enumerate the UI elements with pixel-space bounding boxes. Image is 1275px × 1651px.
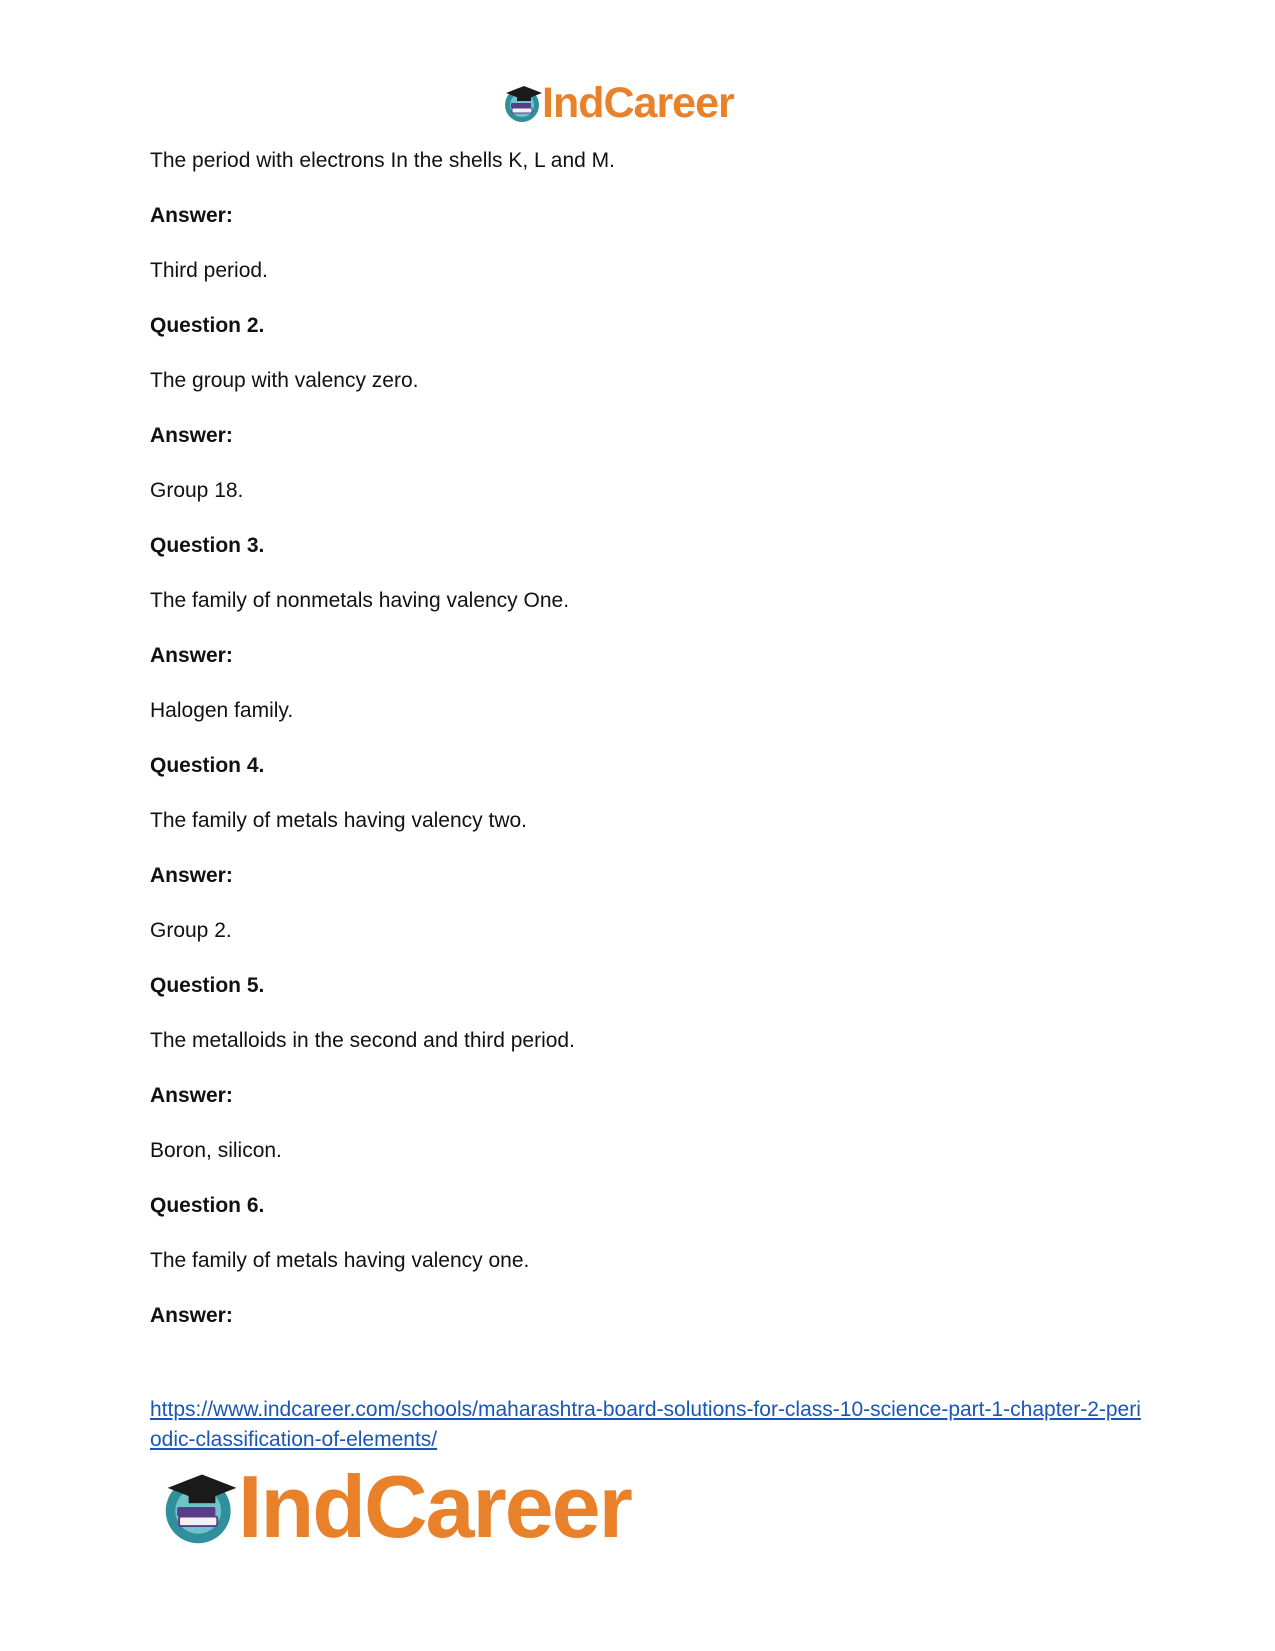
text-line: Group 2. [150, 919, 232, 942]
graduation-cap-globe-icon [502, 81, 546, 125]
text-line: Boron, silicon. [150, 1139, 282, 1162]
brand-logo-text: IndCareer [542, 78, 734, 127]
graduation-cap-globe-icon [160, 1465, 244, 1549]
source-url-link[interactable]: https://www.indcareer.com/schools/maharashtra-board-solutions-for-class-10-science-part-1-chapter-2-periodic-classification-of-elements/ [150, 1398, 1141, 1451]
bold-line: Question 6. [150, 1194, 265, 1217]
text-line: The metalloids in the second and third period. [150, 1029, 575, 1052]
text-line: The family of metals having valency one. [150, 1249, 530, 1272]
text-line: Group 18. [150, 479, 244, 502]
text-line: Halogen family. [150, 699, 294, 722]
bold-line: Answer: [150, 1084, 233, 1107]
header-logo [502, 78, 734, 128]
footer-logo [160, 1457, 631, 1556]
bold-line: Answer: [150, 424, 233, 447]
text-line: The family of nonmetals having valency One. [150, 589, 570, 612]
bold-line: Question 3. [150, 534, 265, 557]
document-body [150, 148, 1130, 1358]
bold-line: Answer: [150, 864, 233, 887]
bold-line: Question 5. [150, 974, 265, 997]
text-line: Third period. [150, 259, 268, 282]
bold-line: Answer: [150, 204, 233, 227]
bold-line: Question 2. [150, 314, 265, 337]
bold-line: Answer: [150, 1304, 233, 1327]
bold-line: Question 4. [150, 754, 265, 777]
text-line: The group with valency zero. [150, 369, 419, 392]
text-line: The family of metals having valency two. [150, 809, 527, 832]
text-line: The period with electrons In the shells K, L and M. [150, 149, 615, 172]
bold-line: Answer: [150, 644, 233, 667]
brand-logo-text: IndCareer [238, 1457, 631, 1556]
